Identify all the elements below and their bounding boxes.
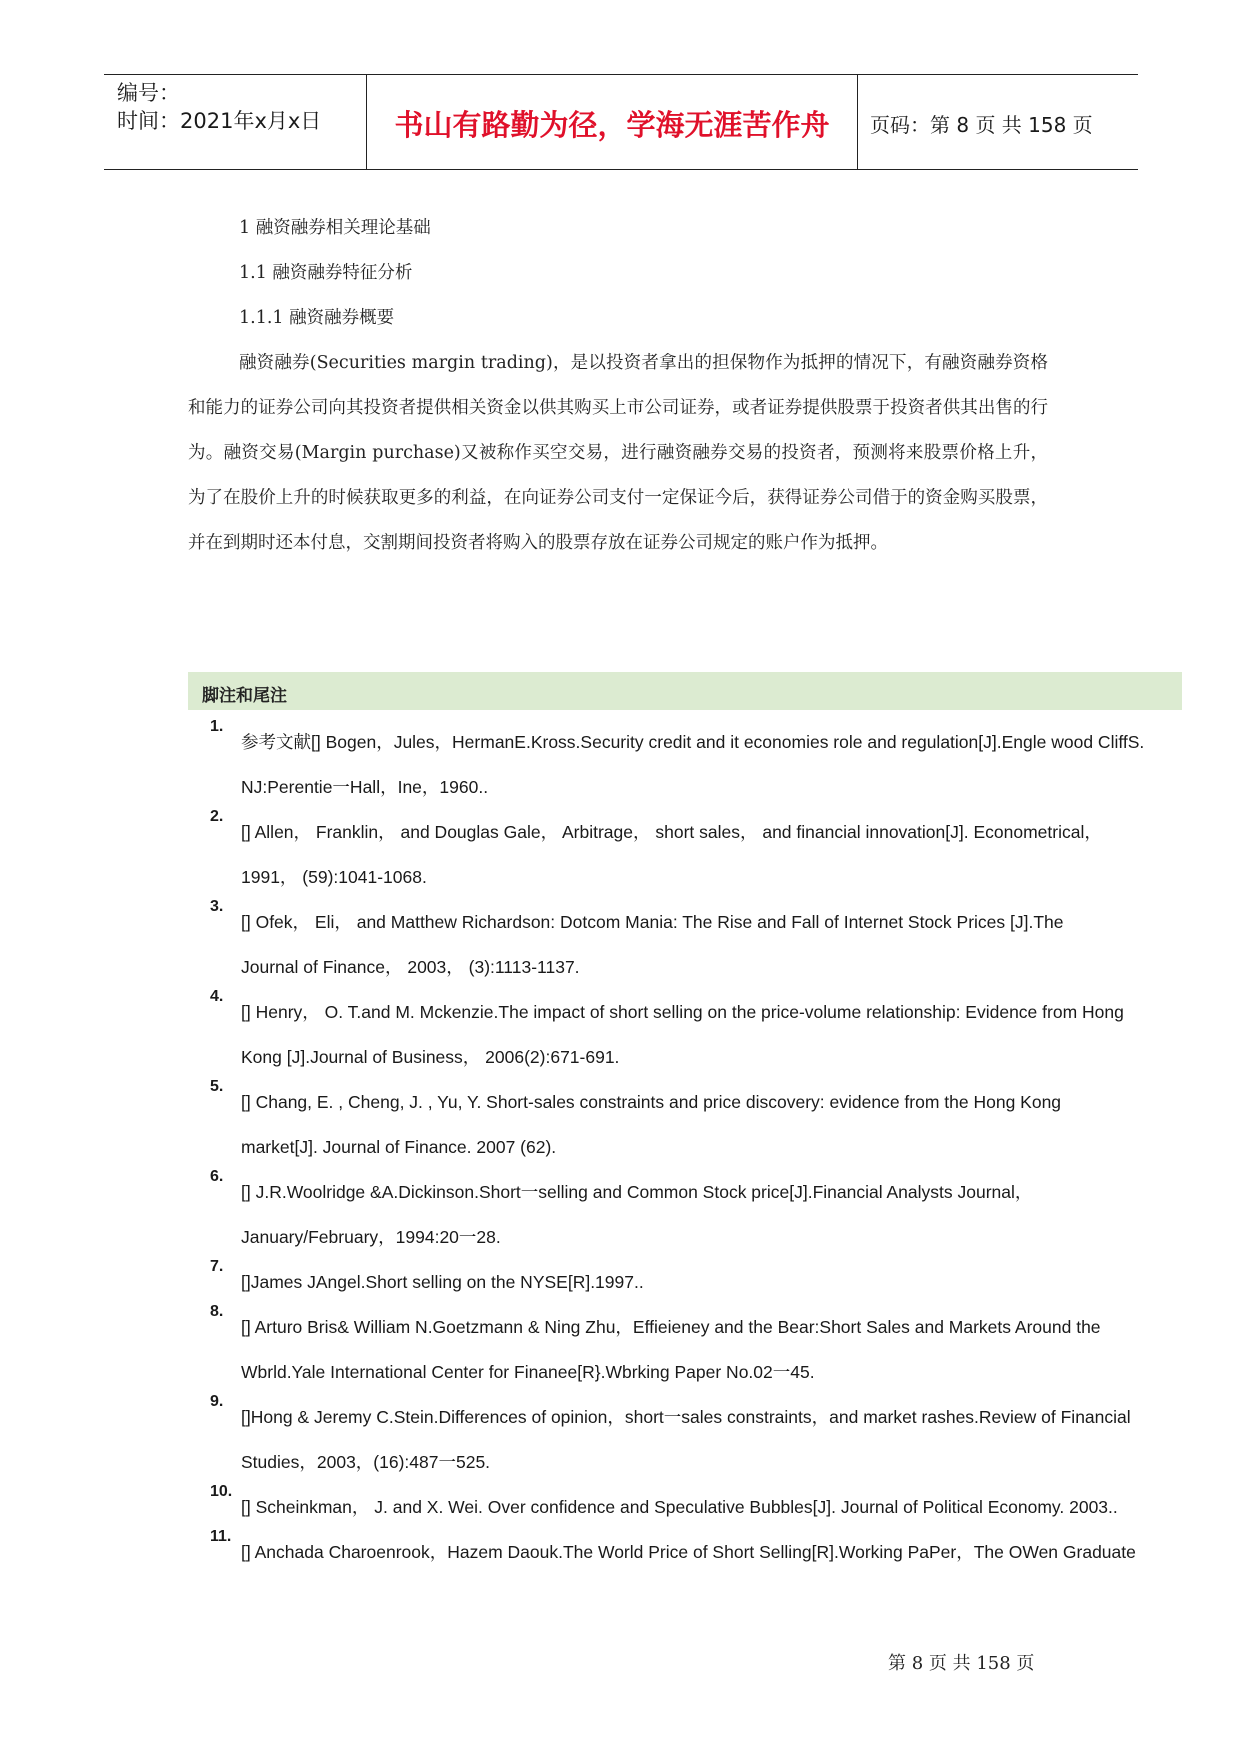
reference-number: 8. bbox=[210, 1303, 224, 1320]
reference-text: [] Anchada Charoenrook，Hazem Daouk.The World Price of Short Selling[R].Working PaPer，The OWen Graduate bbox=[241, 1542, 1136, 1562]
page-header bbox=[104, 74, 1138, 170]
document-number-label: 编号： bbox=[117, 81, 180, 105]
section-heading-1: 1 融资融券相关理论基础 bbox=[239, 218, 431, 238]
page-footer: 第 8 页 共 158 页 bbox=[888, 1653, 1035, 1674]
reference-number: 7. bbox=[210, 1258, 224, 1275]
reference-number: 6. bbox=[210, 1168, 224, 1185]
reference-text: [] Allen， Franklin， and Douglas Gale， Arbitrage， short sales， and financial innovation[J]. Econometrical， 1991， (59):1041-1068. bbox=[241, 822, 1102, 887]
reference-item bbox=[188, 1260, 1188, 1305]
header-middle-cell bbox=[366, 75, 858, 169]
reference-text: []Hong & Jeremy C.Stein.Differences of opinion，short一sales constraints，and market rashes.Review of Financial Studies，2003，(16):487一525. bbox=[241, 1407, 1131, 1472]
reference-number: 2. bbox=[210, 808, 224, 825]
reference-number: 5. bbox=[210, 1078, 224, 1095]
reference-item bbox=[188, 810, 1188, 900]
reference-text: [] J.R.Woolridge &A.Dickinson.Short一selling and Common Stock price[J].Financial Analysts Journal， January/February，1994:20一28. bbox=[241, 1182, 1033, 1247]
header-right-cell bbox=[858, 75, 1138, 169]
reference-item bbox=[188, 1305, 1188, 1395]
reference-item bbox=[188, 1485, 1188, 1530]
reference-text: [] Ofek， Eli， and Matthew Richardson: Dotcom Mania: The Rise and Fall of Internet Stock Prices [J].The Journal of Finance， 2003， (3):1113-1137. bbox=[241, 912, 1064, 977]
footnotes-title: 脚注和尾注 bbox=[202, 686, 287, 706]
document-time-label: 时间：2021年x月x日 bbox=[117, 109, 322, 133]
reference-list bbox=[188, 720, 1188, 1575]
reference-item bbox=[188, 990, 1188, 1080]
reference-text: 参考文献[] Bogen，Jules，HermanE.Kross.Security credit and it economies role and regulation[J].Engle wood CliffS. NJ:Perentie一Hall，Ine，1960.. bbox=[241, 732, 1145, 797]
reference-number: 3. bbox=[210, 898, 224, 915]
reference-text: [] Arturo Bris& William N.Goetzmann & Ning Zhu，Effieieney and the Bear:Short Sales and Markets Around the Wbrld.Yale International Center for Finanee[R}.Wbrking Paper No.02一45. bbox=[241, 1317, 1101, 1382]
footnotes-header-bar bbox=[188, 672, 1182, 710]
reference-number: 10. bbox=[210, 1483, 233, 1500]
reference-text: []James JAngel.Short selling on the NYSE[R].1997.. bbox=[241, 1272, 644, 1292]
header-motto: 书山有路勤为径，学海无涯苦作舟 bbox=[394, 108, 830, 142]
reference-item bbox=[188, 900, 1188, 990]
reference-text: [] Henry， O. T.and M. Mckenzie.The impact of short selling on the price-volume relationship: Evidence from Hong Kong [J].Journal of Business， 2006(2):671-691. bbox=[241, 1002, 1124, 1067]
reference-item bbox=[188, 1170, 1188, 1260]
reference-number: 9. bbox=[210, 1393, 224, 1410]
reference-text: [] Scheinkman， J. and X. Wei. Over confidence and Speculative Bubbles[J]. Journal of Political Economy. 2003.. bbox=[241, 1497, 1118, 1517]
reference-text: [] Chang, E. , Cheng, J. , Yu, Y. Short-sales constraints and price discovery: evidence from the Hong Kong market[J]. Journal of Finance. 2007 (62). bbox=[241, 1092, 1062, 1157]
reference-item bbox=[188, 1395, 1188, 1485]
reference-number: 1. bbox=[210, 718, 224, 735]
reference-item bbox=[188, 1080, 1188, 1170]
section-heading-1-1-1: 1.1.1 融资融券概要 bbox=[239, 308, 395, 328]
reference-number: 4. bbox=[210, 988, 224, 1005]
header-page-info: 页码：第 8 页 共 158 页 bbox=[870, 113, 1093, 137]
section-heading-1-1: 1.1 融资融券特征分析 bbox=[239, 263, 413, 283]
reference-item bbox=[188, 720, 1188, 810]
body-paragraph: 融资融券(Securities margin trading)，是以投资者拿出的担保物作为抵押的情况下，有融资融券资格和能力的证券公司向其投资者提供相关资金以供其购买上市公司证券，或者证券提供股票于投资者供其出售的行为。融资交易(Margin purchase)又被称作买空交易，进行融资融券交易的投资者，预测将来股票价格上升，为了在股价上升的时候获取更多的利益，在向证券公司支付一定保证今后，获得证券公司借于的资金购买股票，并在到期时还本付息，交割期间投资者将购入的股票存放在证券公司规定的账户作为抵押。 bbox=[188, 353, 1048, 553]
reference-item bbox=[188, 1530, 1188, 1575]
header-left-cell bbox=[104, 75, 366, 169]
reference-number: 11. bbox=[210, 1528, 232, 1545]
